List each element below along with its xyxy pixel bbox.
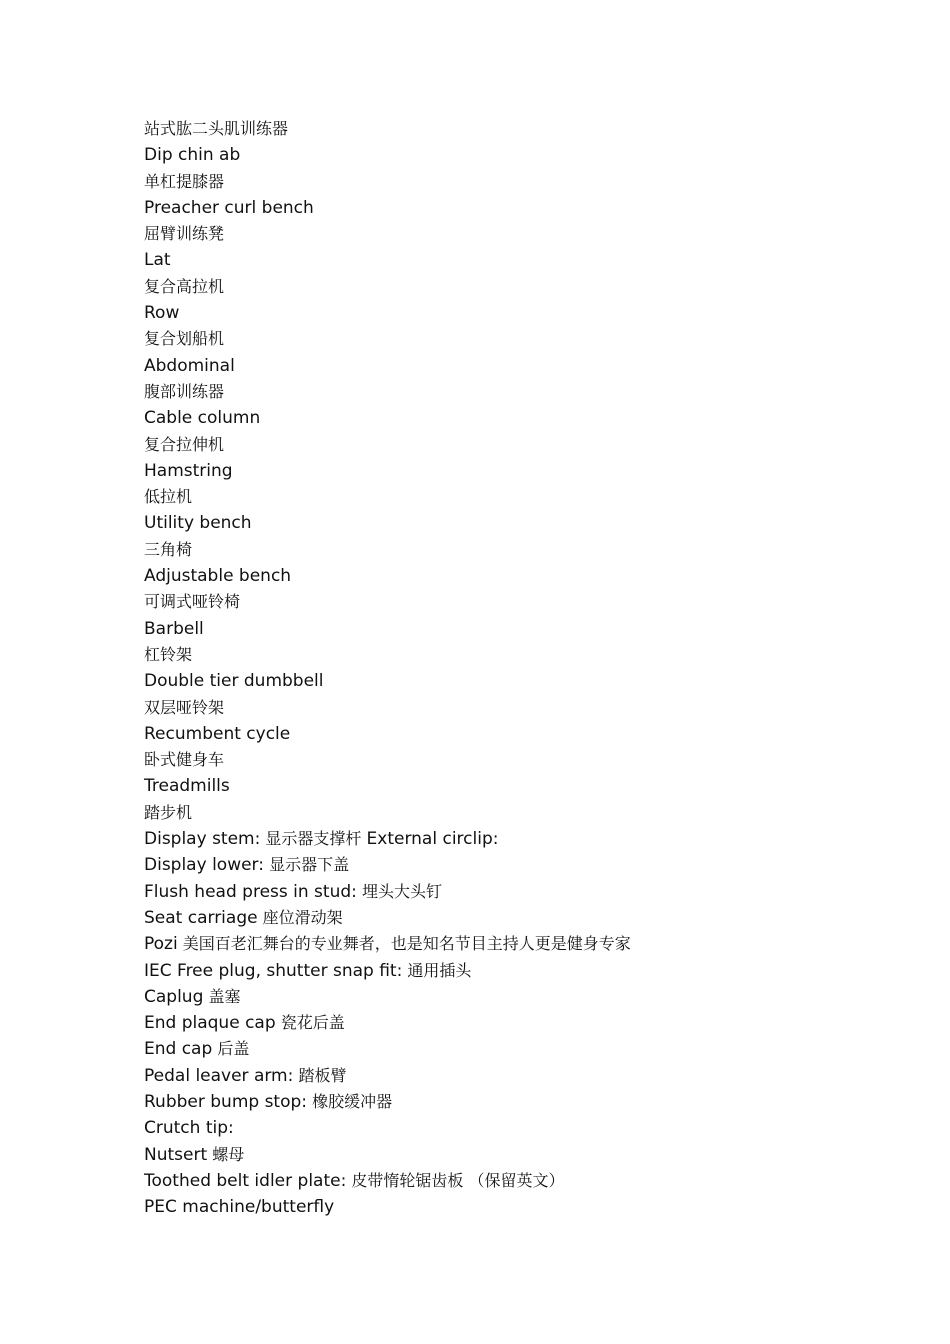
glossary-line <box>144 1010 904 1036</box>
term-chinese: 复合拉伸机 <box>144 434 225 454</box>
term-english: Hamstring <box>144 460 233 481</box>
term-chinese: 双层哑铃架 <box>144 697 225 717</box>
term-chinese: 踏板臂 <box>293 1065 347 1085</box>
term-english: External circlip: <box>366 829 499 850</box>
term-chinese: 盖塞 <box>203 986 241 1006</box>
term-chinese: 低拉机 <box>144 487 193 507</box>
term-english: Caplug <box>144 986 204 1007</box>
term-english: IEC Free plug, shutter snap fit: <box>144 960 403 981</box>
term-english: Pedal leaver arm: <box>144 1065 294 1086</box>
term-chinese: 通用插头 <box>402 960 472 980</box>
term-chinese: 皮带惰轮锯齿板 （保留英文） <box>346 1170 565 1190</box>
term-chinese: 后盖 <box>212 1039 250 1059</box>
term-english: Preacher curl bench <box>144 197 314 218</box>
term-english: End plaque cap <box>144 1013 276 1034</box>
glossary-line <box>144 905 904 931</box>
glossary-list <box>144 116 904 1220</box>
term-chinese: 橡胶缓冲器 <box>307 1091 393 1111</box>
term-english: Toothed belt idler plate: <box>144 1170 347 1191</box>
term-english: Adjustable bench <box>144 566 292 587</box>
term-english: Nutsert <box>144 1144 208 1165</box>
term-english: Lat <box>144 250 171 271</box>
glossary-line <box>144 1036 904 1062</box>
term-chinese: 踏步机 <box>144 802 193 822</box>
term-english: Barbell <box>144 618 204 639</box>
term-english: Double tier dumbbell <box>144 671 324 692</box>
term-english: Utility bench <box>144 513 252 534</box>
glossary-line <box>144 1089 904 1115</box>
term-chinese: 杠铃架 <box>144 644 193 664</box>
term-chinese: 可调式哑铃椅 <box>144 592 241 612</box>
term-english: Dip chin ab <box>144 145 241 166</box>
glossary-line <box>144 852 904 878</box>
term-english: Recumbent cycle <box>144 723 291 744</box>
term-english: Rubber bump stop: <box>144 1091 308 1112</box>
glossary-line <box>144 1142 904 1168</box>
document-page <box>144 116 904 1220</box>
term-chinese: 显示器下盖 <box>263 855 350 875</box>
term-chinese: 埋头大头钉 <box>356 881 442 901</box>
term-english: Row <box>144 303 180 324</box>
term-chinese: 瓷花后盖 <box>275 1013 345 1033</box>
term-chinese: 站式肱二头肌训练器 <box>144 119 289 138</box>
term-chinese: 卧式健身车 <box>144 750 225 770</box>
glossary-line <box>144 958 904 984</box>
glossary-line <box>144 984 904 1010</box>
term-english: PEC machine/butterfly <box>144 1197 335 1218</box>
glossary-line <box>144 826 904 852</box>
term-english: Pozi <box>144 934 178 955</box>
glossary-line <box>144 1115 904 1141</box>
term-english: Flush head press in stud: <box>144 881 357 902</box>
term-chinese: 显示器支撑杆 <box>260 829 367 849</box>
term-chinese: 单杠提膝器 <box>144 171 225 191</box>
term-chinese: 屈臂训练凳 <box>144 224 225 244</box>
term-english: Treadmills <box>144 776 230 797</box>
glossary-line <box>144 931 904 957</box>
term-chinese: 螺母 <box>207 1144 245 1164</box>
term-chinese: 三角椅 <box>144 539 193 559</box>
term-chinese: 座位滑动架 <box>257 907 343 927</box>
term-chinese: 腹部训练器 <box>144 381 225 401</box>
term-english: End cap <box>144 1039 213 1060</box>
term-english: Abdominal <box>144 355 235 376</box>
term-english: Display stem: <box>144 829 261 850</box>
glossary-line <box>144 1168 904 1194</box>
term-english: Cable column <box>144 408 261 429</box>
term-english: Seat carriage <box>144 907 258 928</box>
term-english: Crutch tip: <box>144 1118 234 1139</box>
term-chinese: 美国百老汇舞台的专业舞者，也是知名节目主持人更是健身专家 <box>177 934 631 954</box>
term-chinese: 复合划船机 <box>144 329 225 349</box>
term-english: Display lower: <box>144 855 264 876</box>
glossary-line <box>144 879 904 905</box>
glossary-line <box>144 1063 904 1089</box>
term-chinese: 复合高拉机 <box>144 276 225 296</box>
